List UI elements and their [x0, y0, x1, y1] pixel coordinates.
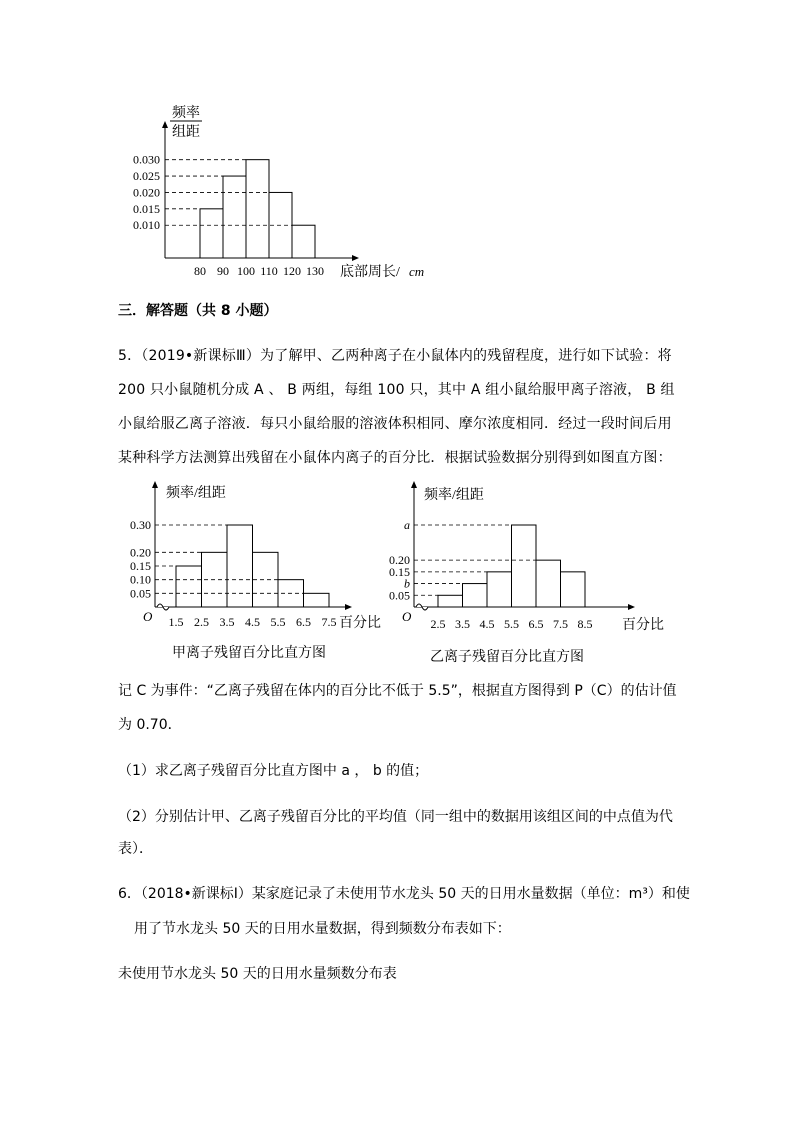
x-tick-label: 6.5 — [296, 615, 311, 629]
bar — [438, 595, 463, 607]
x-tick-label: 110 — [260, 264, 278, 278]
x-axis-label: 底部周长/ — [340, 265, 400, 280]
histogram-jia — [0, 470, 794, 670]
x-axis-unit: cm — [409, 264, 425, 279]
x-tick-label: 4.5 — [479, 617, 495, 631]
x-tick-label: 3.5 — [219, 615, 235, 629]
y-label-top: 频率 — [172, 106, 200, 121]
x-tick-label: 100 — [237, 264, 255, 278]
x-tick-label: 5.5 — [504, 617, 519, 631]
y-tick-label: 0.20 — [389, 553, 410, 568]
y-tick-label: 0.030 — [133, 152, 160, 167]
bar — [246, 160, 269, 258]
x-axis-label: 百分比 — [622, 618, 664, 633]
bar — [292, 225, 315, 258]
question-6-line-2: 用了节水龙头 50 天的日用水量数据，得到频数分布表如下： — [134, 921, 511, 937]
x-axis-arrow — [352, 255, 359, 261]
table-title: 未使用节水龙头 50 天的日用水量频数分布表 — [118, 966, 397, 982]
bar — [176, 566, 202, 607]
bar — [227, 525, 253, 607]
y-tick-label: 0.10 — [130, 572, 151, 587]
y-axis-arrow — [411, 481, 417, 488]
bar — [561, 572, 586, 607]
x-tick-label: 4.5 — [245, 615, 260, 629]
x-tick-label: 7.5 — [321, 615, 337, 629]
y-tick-label: 0.020 — [133, 185, 160, 200]
x-axis-label: 百分比 — [339, 616, 381, 631]
sub-question-2-line-1: （2）分别估计甲、乙离子残留百分比的平均值（同一组中的数据用该组区间的中点值为代 — [118, 809, 673, 825]
y-axis-label: 频率/组距 — [166, 486, 226, 501]
y-tick-label: 0.30 — [130, 518, 151, 532]
bar — [536, 560, 561, 607]
y-tick-label: b — [404, 576, 410, 591]
bar — [304, 593, 330, 607]
x-tick-label: 80 — [194, 264, 206, 278]
bar — [487, 572, 512, 607]
y-tick-label: 0.20 — [130, 545, 151, 560]
question-5-text: 5．（2019•新课标Ⅲ）为了解甲、乙两种离子在小鼠体内的残留程度，进行如下试验：将 200 只小鼠随机分成 A 、 B 两组，每组 100 只，其中 A 组小鼠给服甲离子溶液， B 组小鼠给服乙离子溶液．每只小鼠给服的溶液体积相同、摩尔浓度相同．经过一段时间后用某种科学方法测算出残留在小鼠体内离子的百分比．根据试验数据分别得到如图直方图： — [118, 348, 675, 466]
x-tick-label: 7.5 — [553, 617, 568, 631]
y-tick-label: 0.15 — [389, 564, 410, 579]
x-tick-label: 3.5 — [455, 617, 470, 631]
y-label-bottom: 组距 — [172, 125, 200, 140]
x-tick-label: 90 — [217, 264, 229, 278]
x-tick-label: 6.5 — [528, 617, 544, 631]
y-tick-label: 0.010 — [133, 218, 160, 233]
origin-label: O — [402, 609, 412, 624]
y-axis-arrow — [162, 121, 168, 128]
event-line: 记 C 为事件：“乙离子残留在体内的百分比不低于 5.5”，根据直方图得到 P（C）的估计值 — [118, 683, 677, 699]
y-tick-label: 0.15 — [130, 559, 151, 573]
x-tick-label: 1.5 — [168, 615, 184, 629]
axis-break — [157, 604, 169, 610]
y-tick-label: 0.015 — [133, 201, 160, 216]
sub-question-1: （1）求乙离子残留百分比直方图中 a ， b 的值； — [118, 763, 429, 779]
y-tick-label: 0.05 — [130, 586, 151, 601]
bar — [463, 584, 488, 607]
axis-break — [416, 604, 428, 610]
x-tick-label: 5.5 — [270, 615, 286, 629]
origin-label: O — [143, 609, 153, 624]
event-line-2: 为 0.70． — [118, 717, 182, 733]
y-tick-label: 0.05 — [389, 588, 410, 603]
y-axis-label: 频率/组距 — [424, 488, 484, 503]
caption-yi: 乙离子残留百分比直方图 — [430, 649, 584, 665]
section-title: 三．解答题（共 8 小题） — [118, 303, 278, 319]
y-axis-arrow — [152, 481, 158, 488]
y-tick-label: a — [404, 518, 410, 532]
bar — [512, 525, 537, 607]
x-axis-arrow — [628, 604, 635, 610]
x-tick-label: 2.5 — [430, 617, 446, 631]
x-tick-label: 8.5 — [577, 617, 593, 631]
bar — [200, 209, 223, 258]
caption-jia: 甲离子残留百分比直方图 — [172, 645, 326, 661]
bar — [223, 176, 246, 258]
question-6-line-1: 6．（2018•新课标Ⅰ）某家庭记录了未使用节水龙头 50 天的日用水量数据（单位：m³）和使 — [118, 886, 690, 902]
histogram-perimeter — [0, 0, 794, 300]
x-axis-arrow — [345, 604, 352, 610]
y-tick-label: 0.025 — [133, 169, 160, 184]
x-tick-label: 130 — [306, 264, 324, 278]
sub-question-2-line-2: 表）． — [118, 841, 153, 857]
x-tick-label: 2.5 — [194, 615, 209, 629]
x-tick-label: 120 — [283, 264, 301, 278]
